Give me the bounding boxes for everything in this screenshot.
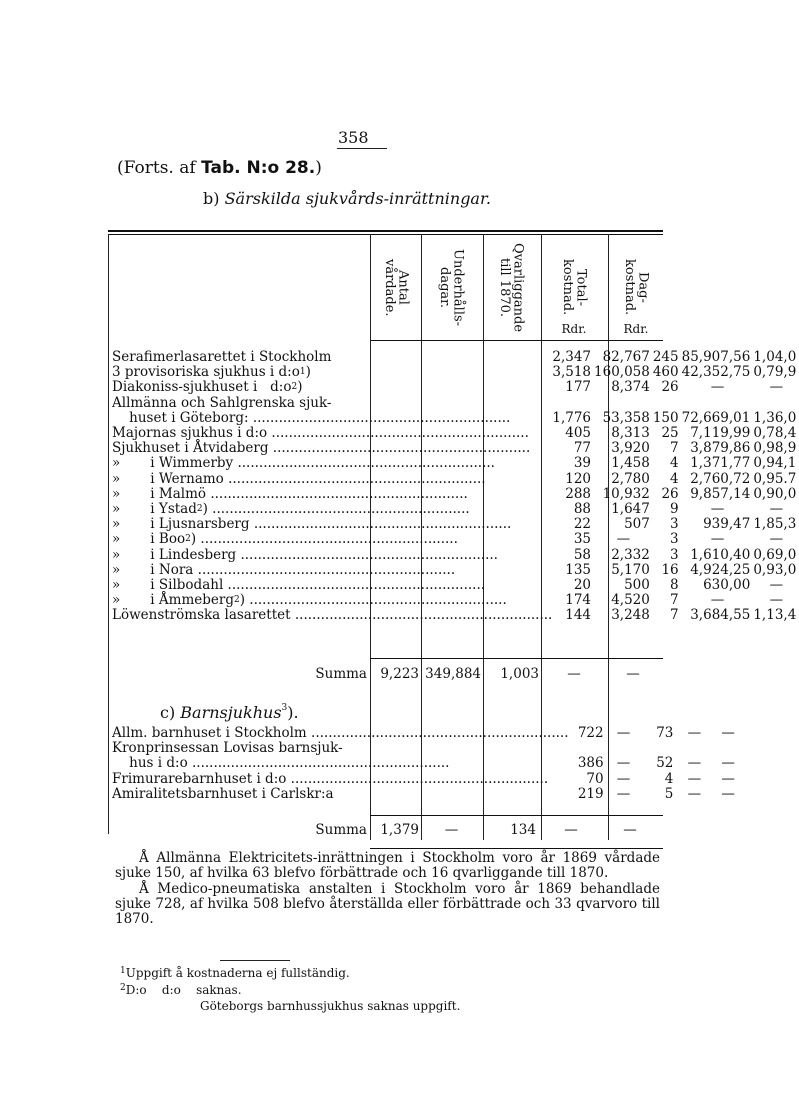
row-note-paren: )	[297, 379, 303, 396]
row-label-text: Kronprinsessan Lovisas barnsjuk-	[112, 740, 343, 757]
row-note: 2	[185, 534, 191, 545]
row-label-text: » i Ystad	[112, 501, 197, 518]
cell-total: 85,907,56	[681, 349, 751, 365]
row-label	[112, 350, 552, 365]
cell-dag: 0,95.7	[753, 470, 797, 487]
cell-antal: 58	[573, 546, 592, 563]
row-label-text: » i Wernamo	[112, 470, 224, 487]
row-label-text: Majornas sjukhus i d:o	[112, 425, 268, 442]
cell-dag	[753, 396, 799, 411]
row-label	[112, 787, 569, 802]
dot-leader	[249, 410, 511, 426]
row-label	[112, 472, 552, 487]
cell-dagar: 507	[624, 516, 650, 533]
continuation-heading	[117, 158, 322, 178]
dot-leader	[193, 562, 455, 578]
cell-total	[676, 741, 712, 756]
cell-antal: 88	[573, 501, 592, 518]
row-label-text: Frimurarebarnhuset i d:o	[112, 770, 287, 787]
cell-dag: —	[769, 379, 784, 396]
cell-dagar: 8,374	[611, 379, 650, 396]
cell-qvar: 25	[661, 425, 679, 442]
cell-qvar: 73	[656, 725, 674, 741]
cell-antal: 35	[573, 531, 592, 548]
cell-qvar: 3	[670, 531, 679, 548]
summa-b-antal: 9,223	[380, 666, 419, 682]
cell-dag: 1,36,0	[753, 409, 797, 426]
row-label	[112, 756, 569, 771]
cell-qvar: 7	[670, 440, 679, 457]
cell-dagar: —	[616, 531, 631, 548]
column-header-antal	[372, 240, 420, 335]
row-label	[112, 608, 552, 623]
footnote-1	[120, 966, 350, 980]
cell-antal: 405	[565, 425, 592, 442]
cell-qvar: 150	[652, 409, 679, 426]
column-header-total	[550, 240, 598, 335]
dot-leader	[196, 531, 458, 547]
cell-qvar: 3	[670, 546, 679, 563]
column-header-qvar-label: Qvarliggande till 1870.	[497, 242, 526, 333]
table-row	[112, 350, 799, 365]
row-label	[112, 380, 552, 395]
section-c-title: Barnsjukhus	[180, 703, 282, 722]
table-row	[112, 426, 799, 441]
section-c-suffix: ).	[287, 703, 299, 722]
cell-dagar: —	[616, 755, 631, 772]
cell-total: 3,684,55	[690, 607, 751, 624]
cell-dagar: 2,332	[611, 546, 650, 563]
row-note: 2	[196, 504, 203, 515]
summa-b-row	[112, 667, 660, 682]
cell-qvar	[653, 396, 682, 411]
cell-qvar: 16	[661, 561, 679, 578]
cell-qvar: 8	[670, 577, 679, 594]
table-left-border	[108, 234, 109, 834]
cell-qvar	[640, 741, 676, 756]
cell-total: —	[687, 770, 702, 787]
cell-dag: 0,98,9	[753, 440, 797, 457]
section-b-heading	[203, 189, 491, 208]
footnote-2-text: D:o d:o saknas.	[125, 983, 242, 997]
cell-antal: 3,518	[552, 364, 592, 381]
row-label-text: Serafimerlasarettet i Stockholm	[112, 349, 332, 365]
cell-total: 2,760,72	[690, 470, 751, 487]
header-bottom-rule	[370, 340, 663, 341]
table-row	[112, 380, 799, 395]
cell-dagar	[594, 396, 653, 411]
cell-qvar: 4	[670, 455, 679, 472]
footnote-1-mark: 1	[120, 966, 126, 976]
dot-leader	[236, 547, 498, 563]
row-label	[112, 563, 552, 578]
footnote-1-text: Uppgift å kostnaderna ej fullständig.	[125, 966, 350, 980]
row-label	[112, 578, 552, 593]
cell-qvar: 4	[670, 470, 679, 487]
dot-leader	[245, 592, 507, 608]
summa-c-row	[112, 823, 657, 838]
cell-qvar: 460	[652, 364, 679, 381]
cell-qvar: 4	[664, 770, 674, 787]
row-label-text: » i Nora	[112, 561, 194, 578]
row-label-text: » i Boo	[112, 531, 186, 548]
table-row	[112, 593, 799, 608]
dot-leader	[206, 486, 468, 502]
cell-dagar: 82,767	[602, 349, 650, 365]
footnote-3	[200, 999, 460, 1013]
cell-total: —	[710, 379, 725, 396]
cell-qvar: 7	[670, 592, 679, 609]
cell-antal	[552, 396, 594, 411]
cell-dagar: 3,920	[611, 440, 650, 457]
row-label	[112, 726, 569, 741]
cell-total: 4,924,25	[690, 561, 751, 578]
row-note: 1	[299, 367, 306, 378]
dot-leader	[286, 771, 548, 787]
table-row	[112, 578, 799, 593]
table-row	[112, 756, 744, 771]
cell-dag: 0,78,4	[753, 425, 797, 442]
cell-dag: —	[769, 577, 784, 594]
row-label-text: hus i d:o	[112, 755, 188, 772]
dot-leader	[233, 455, 495, 471]
cell-total	[682, 396, 754, 411]
column-header-dagar-label: Underhålls- dagar.	[437, 248, 466, 327]
cell-total: —	[710, 531, 725, 548]
summa-b-dag: —	[626, 666, 640, 682]
row-label	[112, 365, 552, 380]
cell-total: 42,352,75	[681, 364, 751, 381]
cell-dagar: —	[616, 770, 631, 787]
paragraph-pneumatic: Å Medico-pneumatiska anstalten i Stockholm voro år 1869 behandlade sjuke 728, af hvilka 508 blefvo återställda eller förbättrade och 33 qvarvoro till 1870.	[115, 880, 660, 928]
section-b-title: Särskilda sjukvårds-inrättningar.	[224, 189, 491, 208]
table-row	[112, 563, 799, 578]
row-label	[112, 396, 552, 411]
page-number-rule	[337, 148, 387, 149]
cell-dagar: —	[616, 725, 631, 741]
table-section-b	[112, 350, 799, 624]
row-note: 2	[233, 595, 240, 606]
section-c-note: 3	[281, 703, 288, 713]
section-c-letter: c)	[160, 703, 176, 722]
table-row	[112, 532, 799, 547]
row-note-paren: )	[239, 592, 245, 609]
summa-c-label: Summa	[315, 822, 367, 838]
column-header-dagar	[427, 240, 475, 335]
cell-dagar: 160,058	[594, 364, 650, 381]
cell-total: —	[687, 755, 702, 772]
column-unit-dag: Rdr.	[623, 322, 649, 336]
cell-dag: —	[721, 755, 735, 772]
footnote-rule	[220, 960, 290, 961]
row-label-text: » i Wimmerby	[112, 455, 234, 472]
summa-b-total: —	[567, 666, 581, 682]
summa-b-label: Summa	[315, 666, 367, 682]
cell-dag: 0,94,1	[753, 455, 797, 472]
row-label-text: » i Silbodahl	[112, 577, 224, 594]
continuation-prefix: (Forts. af	[117, 158, 202, 178]
dot-leader	[291, 607, 553, 623]
row-label-text: Diakoniss-sjukhuset i d:o	[112, 379, 292, 396]
table-row	[112, 411, 799, 426]
cell-qvar: 26	[661, 485, 679, 502]
cell-qvar: 9	[670, 501, 679, 518]
section-c-heading	[160, 703, 299, 722]
row-label-text: 3 provisoriska sjukhus i d:o	[112, 364, 300, 381]
cell-total: —	[710, 592, 725, 609]
cell-dag: —	[721, 785, 735, 802]
row-note-paren: )	[190, 531, 197, 548]
table-row	[112, 608, 799, 623]
cell-total: 9,857,14	[690, 485, 751, 502]
row-label-text: Allmänna och Sahlgrenska sjuk-	[112, 394, 332, 411]
cell-dagar: 500	[624, 577, 650, 594]
summa-b-dagar: 349,884	[425, 666, 481, 682]
summa-c-total: —	[564, 822, 578, 838]
cell-qvar: 26	[661, 379, 679, 396]
cell-dag: 0,93,0	[753, 561, 797, 578]
cell-antal: 386	[577, 755, 604, 772]
cell-antal: 1,776	[552, 409, 592, 426]
table-row	[112, 726, 744, 741]
table-row	[112, 396, 799, 411]
cell-antal: 174	[565, 592, 592, 609]
cell-dag: —	[721, 770, 735, 787]
cell-antal: 39	[573, 455, 592, 472]
summa-b-rule	[370, 658, 663, 659]
table-row	[112, 741, 744, 756]
cell-dag: 1,04,0	[753, 349, 797, 365]
table-row	[112, 502, 799, 517]
column-header-dag-label: Dag- kostnad.	[622, 259, 651, 316]
table-bottom-rule	[370, 848, 663, 849]
cell-total: —	[687, 785, 702, 802]
table-row	[112, 487, 799, 502]
summa-c-dagar: —	[444, 822, 459, 838]
row-label-text: Amiralitetsbarnhuset i Carlskr:a	[112, 785, 334, 802]
cell-dag: 0,69,0	[753, 546, 797, 563]
row-label-text: Löwenströmska lasarettet	[112, 607, 291, 624]
table-top-rule	[108, 230, 663, 232]
cell-antal: 144	[565, 607, 592, 624]
row-label	[112, 487, 552, 502]
summa-c-qvar: 134	[510, 822, 536, 838]
table-row	[112, 472, 799, 487]
row-label	[112, 548, 552, 563]
row-label-text: » i Åmmeberg	[112, 592, 234, 609]
row-label-text: Sjukhuset i Åtvidaberg	[112, 440, 269, 457]
cell-antal: 77	[573, 440, 592, 457]
cell-total: 1,610,40	[690, 546, 751, 563]
row-note-paren: )	[202, 501, 208, 518]
row-label	[112, 441, 552, 456]
cell-qvar: 245	[652, 349, 679, 365]
summa-c-rule	[370, 815, 663, 816]
cell-qvar: 7	[670, 607, 679, 624]
cell-dag: —	[769, 531, 784, 548]
cell-antal: 2,347	[552, 349, 592, 365]
footnote-2	[120, 983, 242, 997]
cell-total: 72,669,01	[681, 409, 751, 426]
cell-total: 1,371,77	[690, 455, 751, 472]
cell-dagar	[607, 741, 641, 756]
row-label-text: » i Malmö	[112, 485, 207, 502]
table-row	[112, 456, 799, 471]
cell-dag	[712, 741, 744, 756]
summa-c-dag: —	[623, 822, 637, 838]
dot-leader	[250, 516, 512, 532]
column-unit-total: Rdr.	[561, 322, 587, 336]
dot-leader	[307, 725, 569, 741]
cell-dagar: 53,358	[602, 409, 650, 426]
cell-antal: 219	[577, 785, 604, 802]
cell-total: —	[687, 725, 702, 741]
cell-total: 7,119,99	[690, 425, 751, 442]
dot-leader	[267, 425, 529, 441]
dot-leader	[208, 501, 470, 517]
table-row	[112, 517, 799, 532]
cell-dagar: 5,170	[611, 561, 650, 578]
cell-qvar: 5	[664, 785, 674, 802]
row-label-text: Allm. barnhuset i Stockholm	[112, 725, 307, 741]
footnote-3-text: Göteborgs barnhussjukhus saknas uppgift.	[200, 999, 461, 1013]
row-label	[112, 532, 552, 547]
row-label	[112, 741, 569, 756]
column-header-dag	[612, 240, 660, 335]
cell-antal: 135	[565, 561, 592, 578]
cell-total: 939,47	[703, 516, 751, 533]
cell-dag: 0,90,0	[753, 485, 797, 502]
cell-dag: —	[769, 501, 784, 518]
cell-antal: 70	[586, 770, 604, 787]
row-label	[112, 456, 552, 471]
cell-dag: 1,13,4	[753, 607, 797, 624]
dot-leader	[224, 471, 486, 487]
cell-dagar: 8,313	[611, 425, 650, 442]
cell-dagar: —	[616, 785, 631, 802]
row-label	[112, 411, 552, 426]
footnote-2-mark: 2	[120, 983, 126, 993]
row-note: 2	[291, 382, 298, 393]
table-row	[112, 772, 744, 787]
section-b-letter: b)	[203, 189, 220, 208]
column-header-qvar	[487, 240, 535, 335]
dot-leader	[268, 440, 530, 456]
table-row	[112, 548, 799, 563]
cell-total: 3,879,86	[690, 440, 751, 457]
table-row	[112, 365, 799, 380]
row-label-text: » i Lindesberg	[112, 546, 237, 563]
cell-dag: 1,85,3	[753, 516, 797, 533]
table-top-rule-thin	[108, 234, 663, 235]
summa-b-qvar: 1,003	[500, 666, 539, 682]
cell-dagar: 1,647	[611, 501, 650, 518]
cell-dagar: 3,248	[611, 607, 650, 624]
row-label	[112, 502, 552, 517]
cell-antal: 722	[577, 725, 604, 741]
cell-total: 630,00	[703, 577, 751, 594]
cell-total: —	[710, 501, 725, 518]
dot-leader	[223, 577, 485, 593]
continuation-suffix: )	[315, 158, 322, 178]
table-reference: Tab. N:o 28.	[201, 158, 316, 178]
row-label	[112, 593, 552, 608]
cell-antal: 22	[573, 516, 592, 533]
cell-antal: 20	[573, 577, 592, 594]
cell-dagar: 4,520	[611, 592, 650, 609]
cell-dag: 0,79,9	[753, 364, 797, 381]
summa-c-antal: 1,379	[380, 822, 419, 838]
column-header-total-label: Total- kostnad.	[560, 259, 589, 316]
cell-qvar: 3	[670, 516, 679, 533]
table-section-c	[112, 726, 744, 802]
row-note-paren: )	[305, 364, 311, 381]
paragraph-electricity: Å Allmänna Elektricitets-inrättningen i Stockholm voro år 1869 vårdade sjuke 150, af hvilka 63 blefvo förbättrade och 16 qvarliggande till 1870.	[115, 850, 660, 882]
table-row	[112, 441, 799, 456]
cell-antal	[569, 741, 607, 756]
column-header-antal-label: Antal vårdade.	[382, 258, 411, 317]
cell-dagar: 1,458	[611, 455, 650, 472]
cell-qvar: 52	[656, 755, 674, 772]
row-label	[112, 772, 569, 787]
table-row	[112, 787, 744, 802]
cell-antal: 120	[565, 470, 592, 487]
row-label	[112, 426, 552, 441]
cell-antal: 177	[565, 379, 592, 396]
cell-dagar: 2,780	[611, 470, 650, 487]
cell-dag: —	[721, 725, 735, 741]
notes-paragraphs	[115, 851, 660, 927]
page-number: 358	[338, 128, 369, 147]
row-label-text: huset i Göteborg:	[112, 409, 249, 426]
row-label-text: » i Ljusnarsberg	[112, 516, 250, 533]
row-label	[112, 517, 552, 532]
cell-antal: 288	[565, 485, 592, 502]
cell-dagar: 10,932	[602, 485, 650, 502]
dot-leader	[188, 755, 450, 771]
cell-dag: —	[769, 592, 784, 609]
